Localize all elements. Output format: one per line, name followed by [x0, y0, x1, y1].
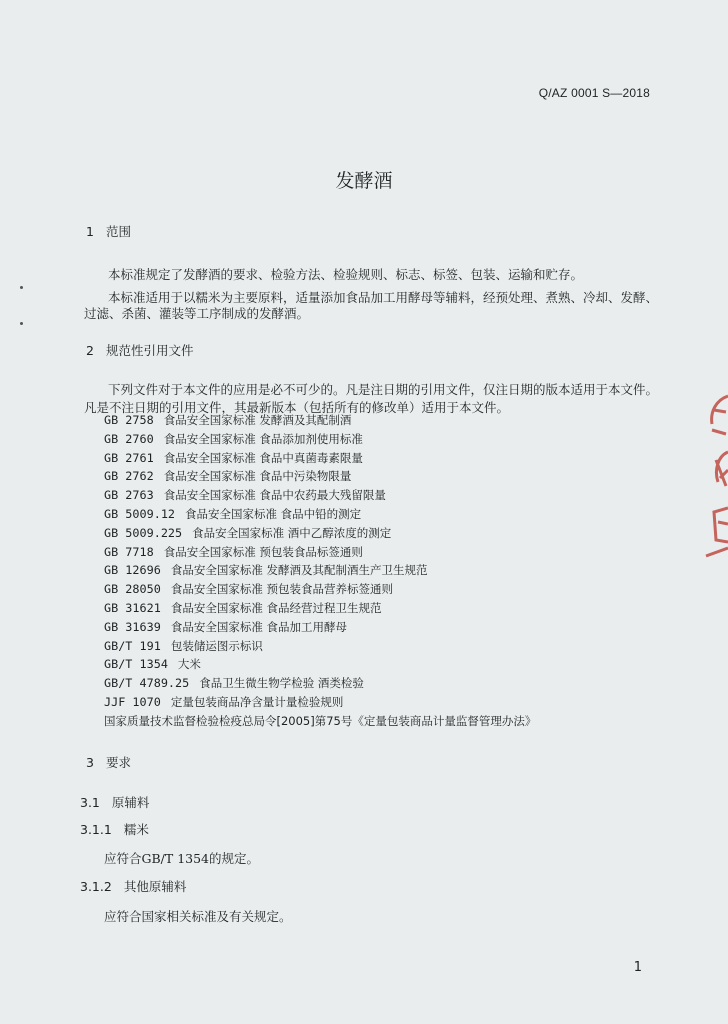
seal-stamp-edge	[702, 390, 728, 560]
section-3-1-1-heading	[80, 820, 149, 838]
reference-code: GB 31621	[104, 600, 161, 615]
reference-item	[104, 412, 536, 431]
glutinous-rice-requirement: 应符合GB/T 1354的规定。	[104, 851, 260, 866]
reference-code: GB 2760	[104, 431, 154, 446]
section-title: 糯米	[123, 822, 149, 837]
reference-code: JJF 1070	[104, 694, 161, 709]
scan-mark	[20, 322, 23, 325]
reference-title: 食品安全国家标准 食品经营过程卫生规范	[170, 600, 382, 615]
reference-item	[104, 487, 536, 506]
reference-code: GB 5009.225	[104, 525, 183, 540]
reference-title: 食品卫生微生物学检验 酒类检验	[199, 676, 364, 691]
reference-title: 食品安全国家标准 预包装食品营养标签通则	[170, 582, 393, 597]
reference-item	[104, 675, 536, 694]
refs-intro-line-1: 下列文件对于本文件的应用是必不可少的。凡是注日期的引用文件，仅注日期的版本适用于本文件。	[108, 382, 659, 397]
page-number: 1	[633, 960, 642, 975]
reference-title: 包装储运图示标识	[170, 638, 263, 653]
reference-title: 食品安全国家标准 食品中污染物限量	[163, 469, 352, 484]
section-title: 要求	[105, 755, 131, 770]
document-code: Q/AZ 0001 S—2018	[538, 86, 650, 100]
reference-title: 国家质量技术监督检验检疫总局令[2005]第75号《定量包装商品计量监督管理办法》	[104, 713, 537, 728]
reference-code: GB/T 4789.25	[104, 676, 190, 691]
reference-code: GB 2762	[104, 469, 154, 484]
reference-code: GB 2763	[104, 488, 154, 503]
reference-code: GB 2761	[104, 450, 154, 465]
reference-item	[104, 431, 536, 450]
reference-title: 食品安全国家标准 食品中真菌毒素限量	[163, 450, 363, 465]
reference-item	[104, 638, 536, 657]
reference-code: GB/T 191	[104, 638, 161, 653]
section-title: 其他原辅料	[123, 879, 187, 894]
reference-item	[104, 506, 536, 525]
reference-item	[104, 525, 536, 544]
reference-item	[104, 694, 536, 713]
reference-item	[104, 468, 536, 487]
reference-code: GB 28050	[104, 582, 161, 597]
section-number: 3	[86, 755, 94, 770]
section-number: 3.1	[80, 795, 100, 810]
normative-reference-list	[104, 412, 536, 732]
reference-item	[104, 562, 536, 581]
section-title: 范围	[105, 224, 131, 239]
reference-title: 定量包装商品净含量计量检验规则	[170, 694, 344, 709]
section-3-1-heading	[80, 793, 149, 811]
other-materials-requirement: 应符合国家相关标准及有关规定。	[104, 909, 292, 924]
reference-item	[104, 600, 536, 619]
section-number: 1	[86, 224, 94, 239]
section-number: 2	[86, 343, 94, 358]
reference-item	[104, 713, 536, 732]
reference-code: GB 7718	[104, 544, 154, 559]
section-3-heading	[86, 753, 131, 771]
scope-paragraph-1: 本标准规定了发酵酒的要求、检验方法、检验规则、标志、标签、包装、运输和贮存。	[108, 267, 584, 282]
section-number: 3.1.1	[80, 822, 112, 837]
section-3-1-2-heading	[80, 877, 186, 895]
reference-item	[104, 544, 536, 563]
reference-code: GB 31639	[104, 619, 161, 634]
scan-mark	[20, 286, 23, 289]
section-1-heading	[86, 222, 131, 240]
reference-code: GB/T 1354	[104, 657, 168, 672]
reference-item	[104, 581, 536, 600]
reference-title: 食品安全国家标准 食品中农药最大残留限量	[163, 488, 386, 503]
scope-paragraph-2-line-2: 过滤、杀菌、灌装等工序制成的发酵酒。	[84, 306, 310, 321]
refs-intro-line-2: 凡是不注日期的引用文件，其最新版本（包括所有的修改单）适用于本文件。	[84, 400, 510, 415]
reference-title: 食品安全国家标准 酒中乙醇浓度的测定	[192, 525, 392, 540]
section-number: 3.1.2	[80, 879, 112, 894]
reference-title: 食品安全国家标准 预包装食品标签通则	[163, 544, 363, 559]
reference-title: 食品安全国家标准 食品加工用酵母	[170, 619, 347, 634]
scope-paragraph-2-line-1: 本标准适用于以糯米为主要原料，适量添加食品加工用酵母等辅料，经预处理、煮熟、冷却、发酵、	[108, 290, 659, 305]
reference-title: 食品安全国家标准 食品中铅的测定	[185, 506, 362, 521]
reference-title: 食品安全国家标准 食品添加剂使用标准	[163, 431, 363, 446]
document-title: 发酵酒	[335, 170, 393, 192]
reference-title: 食品安全国家标准 发酵酒及其配制酒生产卫生规范	[170, 563, 428, 578]
reference-code: GB 5009.12	[104, 506, 176, 521]
reference-item	[104, 450, 536, 469]
reference-item	[104, 656, 536, 675]
reference-code: GB 12696	[104, 563, 161, 578]
reference-title: 食品安全国家标准 发酵酒及其配制酒	[163, 413, 352, 427]
reference-code: GB 2758	[104, 413, 154, 427]
reference-item	[104, 619, 536, 638]
section-2-heading	[86, 341, 193, 359]
section-title: 规范性引用文件	[105, 343, 194, 358]
section-title: 原辅料	[111, 795, 150, 810]
reference-title: 大米	[177, 657, 201, 672]
